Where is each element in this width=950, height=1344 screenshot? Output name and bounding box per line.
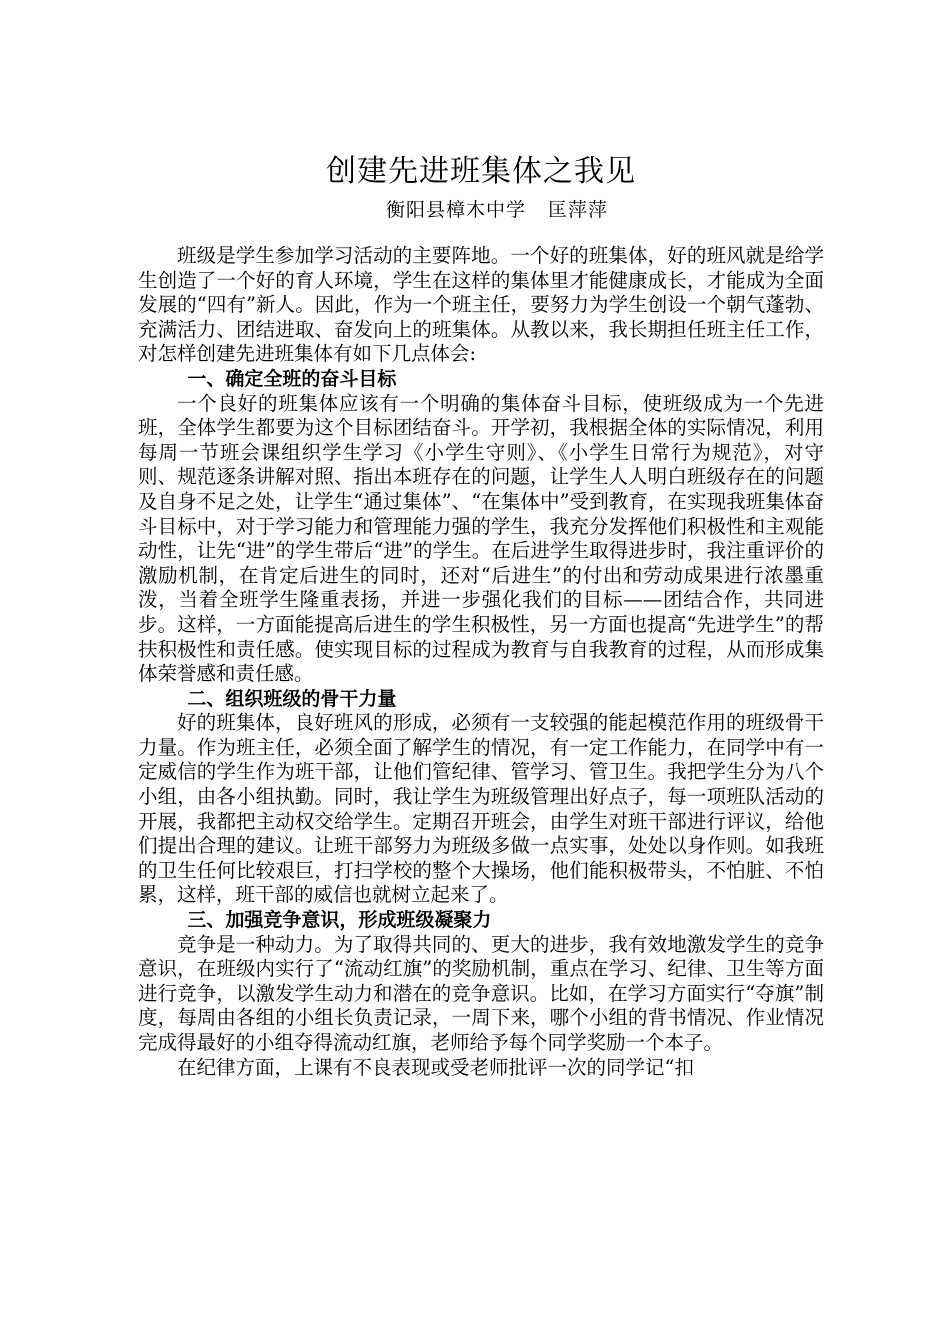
section-3-paragraph-2: 在纪律方面，上课有不良表现或受老师批评一次的同学记“扣: [177, 1055, 694, 1079]
section-heading-2: 二、组织班级的骨干力量: [187, 687, 397, 710]
section-heading-3: 三、加强竞争意识，形成班级凝聚力: [187, 909, 492, 932]
document-title: 创建先进班集体之我见: [326, 154, 636, 189]
school-name: 衡阳县樟木中学: [385, 199, 526, 221]
author-name: 匡萍萍: [548, 199, 609, 221]
section-heading-1: 一、确定全班的奋斗目标: [187, 367, 397, 390]
section-2-paragraph-1: 好的班集体，良好班风的形成，必须有一支较强的能起模范作用的班级骨干力量。作为班主任，必须全面了解学生的情况，有一定工作能力，在同学中有一定威信的学生作为班干部，让他们管纪律、管学习、管卫生。我把学生分为八个小组，由各小组执勤。同时，我让学生为班级管理出好点子，每一项班队活动的开展，我都把主动权交给学生。定期召开班会，由学生对班干部进行评议，给他们提出合理的建议。让班干部努力为班级多做一点实事，处处以身作则。如我班的卫生任何比较艰巨，打扫学校的整个大操场，他们能积极带头，不怕脏、不怕累，这样，班干部的威信也就树立起来了。: [138, 711, 824, 907]
byline: [138, 196, 824, 224]
document-page: [138, 150, 824, 1080]
intro-paragraph: 班级是学生参加学习活动的主要阵地。一个好的班集体，好的班风就是给学生创造了一个好的育人环境，学生在这样的集体里才能健康成长，才能成为全面发展的“四有”新人。因此，作为一个班主任，要努力为学生创设一个朝气蓬勃、充满活力、团结进取、奋发向上的班集体。从教以来，我长期担任班主任工作，对怎样创建先进班集体有如下几点体会:: [138, 244, 824, 366]
section-3-paragraph-1: 竞争是一种动力。为了取得共同的、更大的进步，我有效地激发学生的竞争意识，在班级内实行了“流动红旗”的奖励机制，重点在学习、纪律、卫生等方面进行竞争，以激发学生动力和潜在的竞争意识。比如，在学习方面实行“夺旗”制度，每周由各组的小组长负责记录，一周下来，哪个小组的背书情况、作业情况完成得最好的小组夺得流动红旗，老师给予每个同学奖励一个本子。: [138, 932, 824, 1054]
section-1-paragraph-1: 一个良好的班集体应该有一个明确的集体奋斗目标，使班级成为一个先进班，全体学生都要为这个目标团结奋斗。开学初，我根据全体的实际情况，利用每周一节班会课组织学生学习《小学生守则》、《小学生日常行为规范》，对守则、规范逐条讲解对照、指出本班存在的问题，让学生人人明白班级存在的问题及自身不足之处，让学生“通过集体”、“在集体中”受到教育，在实现我班集体奋斗目标中，对于学习能力和管理能力强的学生，我充分发挥他们积极性和主观能动性，让先“进”的学生带后“进”的学生。在后进学生取得进步时，我注重评价的激励机制，在肯定后进生的同时，还对“后进生”的付出和劳动成果进行浓墨重泼，当着全班学生隆重表扬，并进一步强化我们的目标——团结合作，共同进步。这样，一方面能提高后进生的学生积极性，另一方面也提高“先进学生”的帮扶积极性和责任感。使实现目标的过程成为教育与自我教育的过程，从而形成集体荣誉感和责任感。: [138, 391, 824, 686]
